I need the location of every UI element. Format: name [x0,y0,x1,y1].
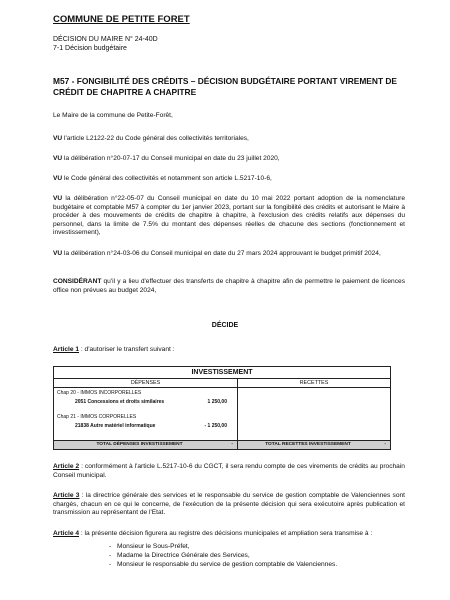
table-body [54,388,390,441]
decide-heading: DÉCIDE [211,322,239,329]
table-title: INVESTISSEMENT [54,367,390,379]
article-label: 21838 Autre matériel informatique [75,423,156,429]
table-footer [54,441,390,449]
commune-name: COMMUNE DE PETITE FORET [53,14,190,25]
intro-line: Le Maire de la commune de Petite-Forêt, [53,112,173,119]
decision-category: 7-1 Décision budgétaire [53,45,127,52]
table-header [54,379,390,388]
vu-1: VU l'article L2122-22 du Code général des collectivités territoriales, [53,135,249,142]
amount-value: 1 250,00 [207,399,227,405]
vu-4: VU la délibération n°22-05-07 du Conseil municipal en date du 10 mai 2022 portant adoption de la nomenclature budgétaire et comptable M57 à compter du 1er janvier 2023, portant sur la fongibilité des crédits et autorisant le Maire à procéder à des mouvements de crédits de chapitre à chapitre, à l'exclusion des crédits relatifs aux dépenses du personnel, dans la limite de 7.5% du montant des dépenses réelles de chacune des sections (fonctionnement et investissement), [53,195,405,237]
budget-table [53,366,391,450]
list-item: - Monsieur le responsable du service de gestion comptable de Valenciennes. [117,560,337,569]
vu-2: VU la délibération n°20-07-17 du Conseil municipal en date du 23 juillet 2020, [53,155,280,162]
article-4: Article 4 : la présente décision figurera au registre des décisions municipales et ampliation sera transmise à : [53,530,373,537]
vu-5: VU la délibération n°24-03-06 du Conseil municipal en date du 27 mars 2024 approuvant le budget primitif 2024, [53,250,381,257]
col-recettes-header: RECETTES [299,380,329,386]
article-1: Article 1 : d'autoriser le transfert suivant : [53,346,175,353]
document-title: M57 - FONGIBILITÉ DES CRÉDITS – DÉCISION BUDGÉTAIRE PORTANT VIREMENT DE CRÉDIT DE CHAPITRE A CHAPITRE [53,76,398,97]
considerant: CONSIDÉRANT qu'il y a lieu d'effectuer des transferts de chapitre à chapitre afin de permettre le paiement de licences office non prévues au budget 2024, [53,278,405,294]
article-label: 2051 Concessions et droits similaires [75,399,165,405]
col-depenses-header: DÉPENSES [54,379,238,387]
total-depenses-value: - [231,442,233,447]
list-item: - Madame la Directrice Générale des Services, [117,551,337,560]
article-3: Article 3 : la directrice générale des services et le responsable du service de gestion comptable de Valenciennes sont chargés, chacun en ce qui le concerne, de l'exécution de la présente décision qui sera exécutoire après publication et transmission au représentant de l'Etat. [53,492,405,517]
article-2: Article 2 : conformément à l'article L.5217-10-6 du CGCT, il sera rendu compte de ces virements de crédits au prochain Conseil municipal. [53,463,405,479]
vu-3: VU le Code général des collectivités et notamment son article L.5217-10-6, [53,175,272,182]
list-item: - Monsieur le Sous-Préfet, [117,542,337,551]
total-recettes-value: - [384,442,386,447]
recipient-list [117,542,337,569]
amount-value: - 1 250,00 [204,423,227,429]
chapter-label: Chap 20 - IMMOS INCORPORELLES [57,390,142,396]
total-recettes-label: TOTAL RECETTES INVESTISSEMENT [265,442,351,447]
decision-number: DÉCISION DU MAIRE N° 24-40D [53,36,158,43]
total-depenses-label: TOTAL DÉPENSES INVESTISSEMENT [96,442,183,447]
chapter-label: Chap 21 - IMMOS CORPORELLES [57,414,137,420]
